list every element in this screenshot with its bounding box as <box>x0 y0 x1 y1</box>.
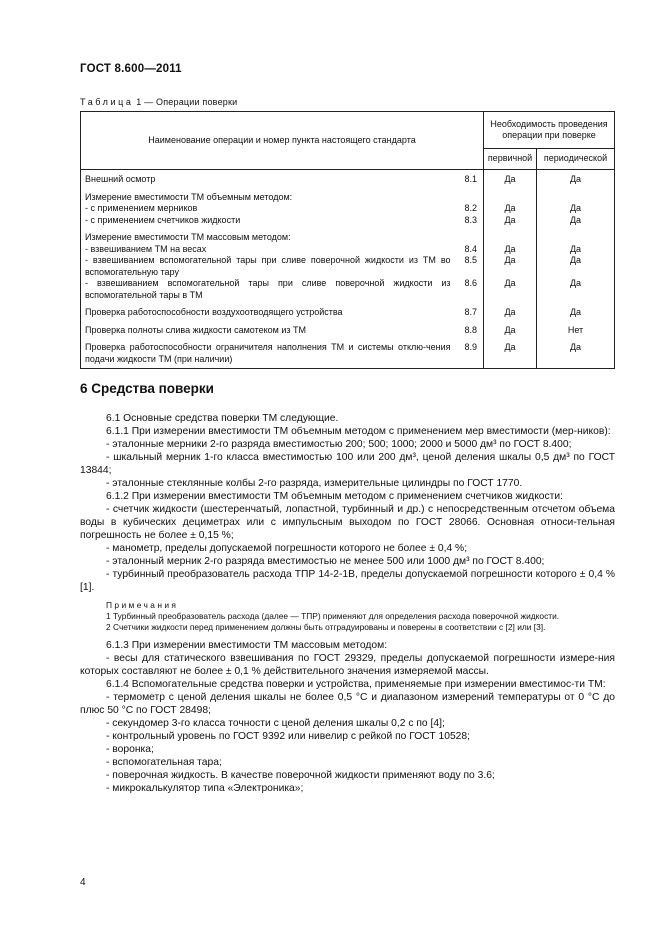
note: 1 Турбинный преобразователь расхода (далее — ТПР) применяют для определения расхода поверочной жидкости. <box>106 611 560 621</box>
row-periodic <box>537 226 615 244</box>
header-operation-name: Наименование операции и номер пункта настоящего стандарта <box>81 112 484 170</box>
row-periodic: Да <box>537 244 615 256</box>
operations-table <box>80 111 615 369</box>
row-num: 8.2 <box>455 203 484 215</box>
row-num: 8.1 <box>455 170 484 186</box>
note: 2 Счетчики жидкости перед применением должны быть отградуированы и поверены в соответствии с [2] или [3]. <box>106 622 546 632</box>
header-periodic: периодической <box>537 149 615 170</box>
table-row <box>81 255 615 278</box>
row-periodic: Да <box>537 170 615 186</box>
paragraph: - счетчик жидкости (шестеренчатый, лопастной, турбинный и др.) с непосредственным отсчетом объема воды в кубических дециметрах или с импульсным выходом по ГОСТ 28066. Основная относи-тельная погрешность не более ± 0,15 %; <box>80 504 615 541</box>
paragraph: - манометр, пределы допускаемой погрешности которого не более ± 0,4 %; <box>106 543 468 554</box>
document-code: ГОСТ 8.600—2011 <box>80 63 182 75</box>
table-caption-title: 1 — Операции поверки <box>133 97 238 107</box>
paragraph: 6.1.4 Вспомогательные средства поверки и устройства, применяемые при измерении вместимос-ти ТМ: <box>106 679 606 690</box>
table-row <box>81 278 615 301</box>
table-row <box>81 319 615 337</box>
table-row <box>81 215 615 227</box>
page-number: 4 <box>80 877 86 888</box>
row-name: Проверка работоспособности ограничителя наполнения ТМ и системы отклю-чения подачи жидкости ТМ (при наличии) <box>81 336 455 369</box>
row-num <box>455 186 484 204</box>
paragraph: - эталонный мерник 2-го разряда вместимостью не менее 500 или 1000 дм³ по ГОСТ 8.400; <box>106 556 545 567</box>
table-row <box>81 170 615 186</box>
row-num: 8.9 <box>455 336 484 369</box>
header-necessity: Необходимость проведения операции при поверке <box>484 112 615 149</box>
paragraph: 6.1.1 При измерении вместимости ТМ объемным методом с применением мер вместимости (мер-ников): <box>106 426 611 437</box>
row-primary: Да <box>484 215 537 227</box>
paragraph: - термометр с ценой деления шкалы не более 0,5 °С и диапазоном измерений температуры от 0 °С до плюс 50 °С по ГОСТ 28498; <box>80 692 615 716</box>
row-periodic: Да <box>537 336 615 369</box>
row-name: - с применением счетчиков жидкости <box>81 215 455 227</box>
row-primary: Да <box>484 336 537 369</box>
section-title: 6 Средства поверки <box>80 381 214 396</box>
paragraph: - эталонные стеклянные колбы 2-го разряда, измерительные цилиндры по ГОСТ 1770. <box>106 478 523 489</box>
table-row <box>81 301 615 319</box>
row-num <box>455 226 484 244</box>
row-periodic: Да <box>537 255 615 278</box>
row-name: Проверка полноты слива жидкости самотеком из ТМ <box>81 319 455 337</box>
section-body <box>80 412 615 795</box>
row-num: 8.4 <box>455 244 484 256</box>
row-primary: Да <box>484 244 537 256</box>
paragraph: - эталонные мерники 2-го разряда вместимостью 200; 500; 1000; 2000 и 5000 дм³ по ГОСТ 8.400; <box>106 439 572 450</box>
row-num: 8.8 <box>455 319 484 337</box>
row-name: Проверка работоспособности воздухоотводящего устройства <box>81 301 455 319</box>
row-name: - взвешиванием вспомогательной тары при сливе поверочной жидкости из ТМ во вспомогательную тару <box>81 255 455 278</box>
row-num: 8.6 <box>455 278 484 301</box>
paragraph: 6.1 Основные средства поверки ТМ следующие. <box>106 413 339 424</box>
row-primary <box>484 186 537 204</box>
paragraph: - поверочная жидкость. В качестве поверочной жидкости применяют воду по 3.6; <box>106 770 495 781</box>
row-name: - взвешиванием ТМ на весах <box>81 244 455 256</box>
row-num: 8.3 <box>455 215 484 227</box>
table-row <box>81 186 615 204</box>
row-periodic <box>537 186 615 204</box>
table-row <box>81 244 615 256</box>
paragraph: - контрольный уровень по ГОСТ 9392 или нивелир с рейкой по ГОСТ 10528; <box>106 731 470 742</box>
table-caption-prefix: Таблица <box>80 97 134 107</box>
row-primary: Да <box>484 170 537 186</box>
table-row <box>81 226 615 244</box>
paragraph: - вспомогательная тара; <box>106 757 222 768</box>
paragraph: - шкальный мерник 1-го класса вместимостью 100 или 200 дм³, ценой деления шкалы 0,5 дм³ по ГОСТ 13844; <box>80 452 615 476</box>
row-name: Измерение вместимости ТМ массовым методом: <box>81 226 455 244</box>
row-num: 8.7 <box>455 301 484 319</box>
notes-title: Примечания <box>106 600 179 610</box>
row-periodic: Да <box>537 215 615 227</box>
row-primary: Да <box>484 278 537 301</box>
row-name: - с применением мерников <box>81 203 455 215</box>
row-name: Внешний осмотр <box>81 170 455 186</box>
row-primary: Да <box>484 203 537 215</box>
row-periodic: Да <box>537 301 615 319</box>
row-primary <box>484 226 537 244</box>
paragraph: - турбинный преобразователь расхода ТПР 14-2-1В, пределы допускаемой погрешности которого ± 0,4 % [1]. <box>80 569 615 593</box>
paragraph: 6.1.2 При измерении вместимости ТМ объемным методом с применением счетчиков жидкости: <box>106 491 564 502</box>
row-periodic: Нет <box>537 319 615 337</box>
paragraph: - воронка; <box>106 744 154 755</box>
row-name: - взвешиванием вспомогательной тары при сливе поверочной жидкости из вспомогательной тары в ТМ <box>81 278 455 301</box>
paragraph: - микрокалькулятор типа «Электроника»; <box>106 783 304 794</box>
row-primary: Да <box>484 301 537 319</box>
row-periodic: Да <box>537 203 615 215</box>
paragraph: 6.1.3 При измерении вместимости ТМ массовым методом: <box>106 640 388 651</box>
table-caption <box>80 97 237 107</box>
row-name: Измерение вместимости ТМ объемным методом: <box>81 186 455 204</box>
row-periodic: Да <box>537 278 615 301</box>
row-primary: Да <box>484 319 537 337</box>
table-row <box>81 336 615 369</box>
row-primary: Да <box>484 255 537 278</box>
paragraph: - весы для статического взвешивания по ГОСТ 29329, пределы допускаемой погрешности измере-ния которых составляют не более ± 0,1 % действительного значения измеряемой массы. <box>80 653 615 677</box>
row-num: 8.5 <box>455 255 484 278</box>
header-primary: первичной <box>484 149 537 170</box>
paragraph: - секундомер 3-го класса точности с ценой деления шкалы 0,2 с по [4]; <box>106 718 445 729</box>
table-row <box>81 203 615 215</box>
